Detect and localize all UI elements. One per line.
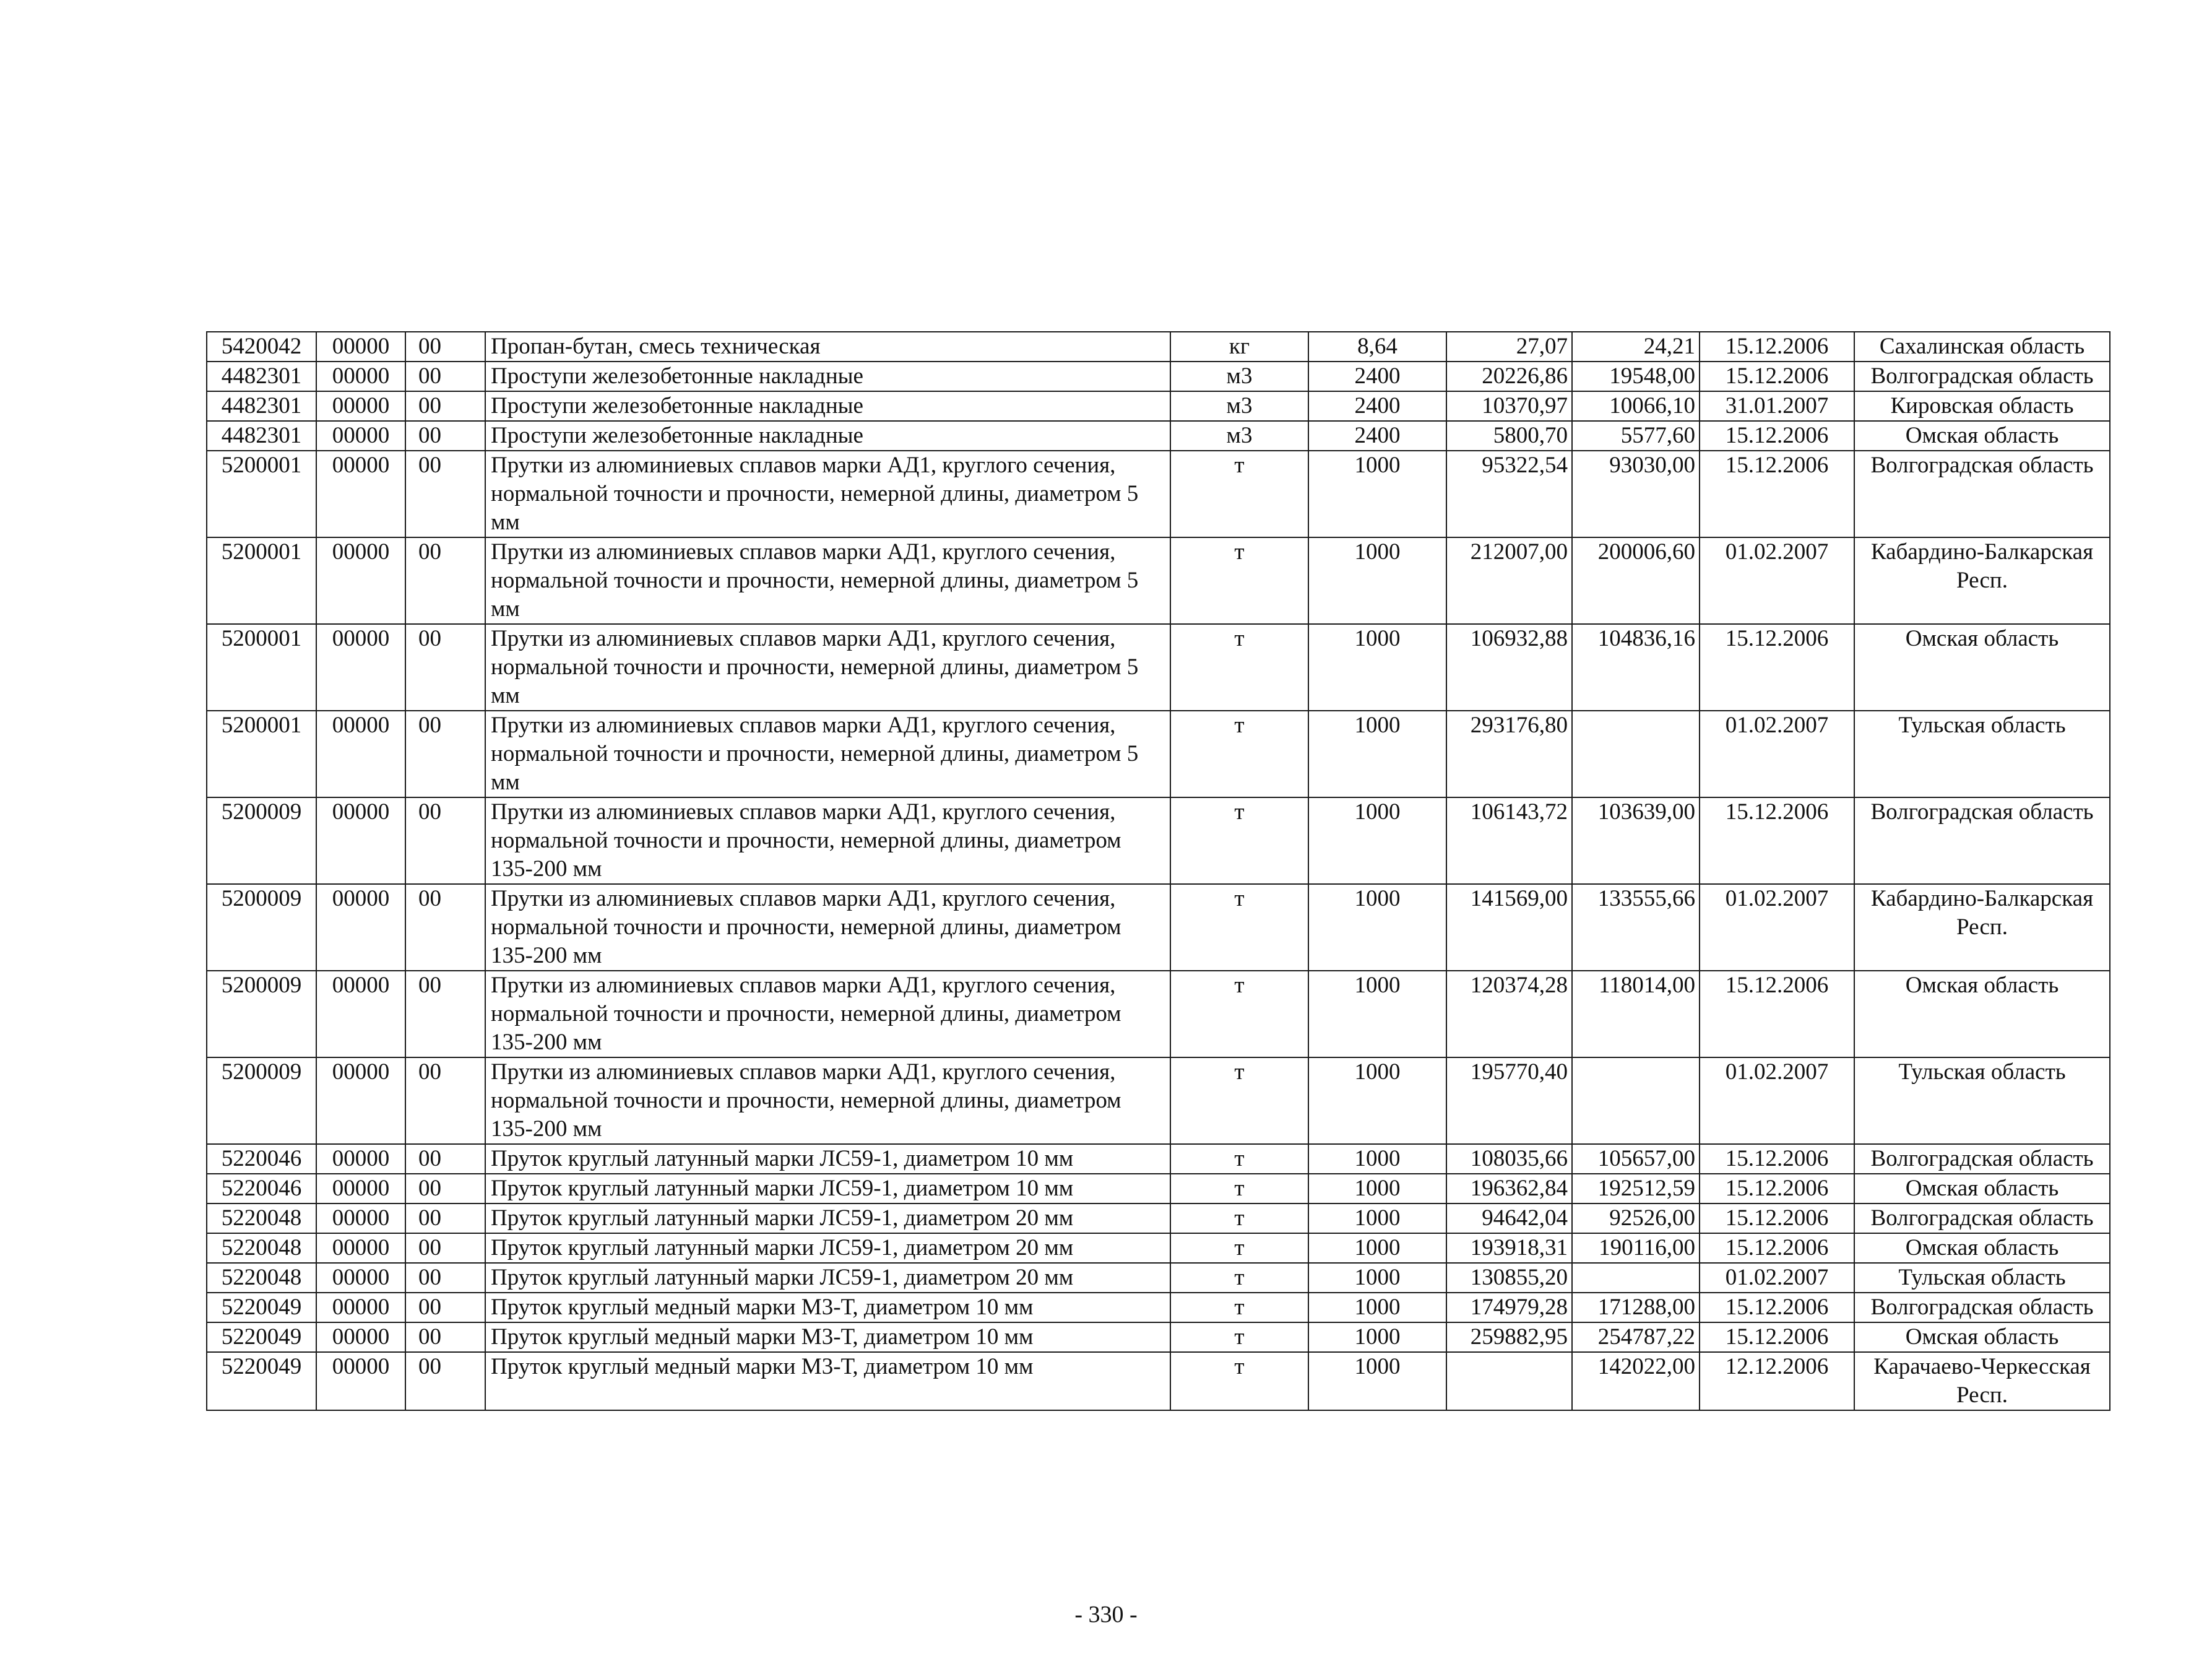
unit-cell: т (1170, 1352, 1308, 1410)
product-code-cell: 5200009 (207, 797, 316, 884)
date-cell: 15.12.2006 (1700, 1293, 1854, 1322)
variant-cell: 00 (405, 971, 485, 1057)
product-name-cell: Прутки из алюминиевых сплавов марки АД1, круглого сечения, нормальной точности и прочности, немерной длины, диаметром 5 мм (485, 711, 1170, 797)
unit-cell: т (1170, 624, 1308, 711)
price-with-vat-cell: 108035,66 (1446, 1144, 1572, 1174)
date-cell: 01.02.2007 (1700, 884, 1854, 971)
sub-code-cell: 00000 (316, 537, 405, 624)
variant-cell: 00 (405, 1174, 485, 1203)
unit-cell: т (1170, 1263, 1308, 1293)
unit-cell: м3 (1170, 391, 1308, 421)
variant-cell: 00 (405, 797, 485, 884)
region-cell: Омская область (1854, 421, 2110, 451)
price-without-vat-cell: 24,21 (1572, 332, 1700, 362)
date-cell: 15.12.2006 (1700, 332, 1854, 362)
variant-cell: 00 (405, 1263, 485, 1293)
product-name-cell: Пруток круглый медный марки М3-Т, диаметром 10 мм (485, 1322, 1170, 1352)
price-with-vat-cell (1446, 1352, 1572, 1410)
price-with-vat-cell: 130855,20 (1446, 1263, 1572, 1293)
variant-cell: 00 (405, 1233, 485, 1263)
product-name-cell: Пруток круглый медный марки М3-Т, диаметром 10 мм (485, 1352, 1170, 1410)
unit-cell: т (1170, 1203, 1308, 1233)
table-row (207, 451, 2110, 537)
price-with-vat-cell: 293176,80 (1446, 711, 1572, 797)
region-cell: Волгоградская область (1854, 1203, 2110, 1233)
price-with-vat-cell: 95322,54 (1446, 451, 1572, 537)
table-row (207, 421, 2110, 451)
date-cell: 15.12.2006 (1700, 362, 1854, 391)
product-code-cell: 5220049 (207, 1293, 316, 1322)
variant-cell: 00 (405, 421, 485, 451)
product-code-cell: 5200001 (207, 537, 316, 624)
unit-cell: т (1170, 451, 1308, 537)
region-cell: Волгоградская область (1854, 1293, 2110, 1322)
sub-code-cell: 00000 (316, 1233, 405, 1263)
price-without-vat-cell: 254787,22 (1572, 1322, 1700, 1352)
sub-code-cell: 00000 (316, 1144, 405, 1174)
product-name-cell: Прутки из алюминиевых сплавов марки АД1, круглого сечения, нормальной точности и прочности, немерной длины, диаметром 5 мм (485, 624, 1170, 711)
product-code-cell: 4482301 (207, 391, 316, 421)
product-name-cell: Пруток круглый латунный марки ЛС59-1, диаметром 20 мм (485, 1263, 1170, 1293)
price-without-vat-cell: 118014,00 (1572, 971, 1700, 1057)
region-cell: Омская область (1854, 1174, 2110, 1203)
unit-cell: м3 (1170, 421, 1308, 451)
table-row (207, 1174, 2110, 1203)
quantity-cell: 1000 (1308, 1057, 1446, 1144)
product-name-cell: Пруток круглый латунный марки ЛС59-1, диаметром 10 мм (485, 1174, 1170, 1203)
quantity-cell: 1000 (1308, 451, 1446, 537)
sub-code-cell: 00000 (316, 451, 405, 537)
date-cell: 15.12.2006 (1700, 421, 1854, 451)
date-cell: 01.02.2007 (1700, 711, 1854, 797)
price-without-vat-cell (1572, 1057, 1700, 1144)
region-cell: Волгоградская область (1854, 451, 2110, 537)
price-with-vat-cell: 259882,95 (1446, 1322, 1572, 1352)
product-code-cell: 5200009 (207, 1057, 316, 1144)
date-cell: 15.12.2006 (1700, 1322, 1854, 1352)
table-row (207, 1352, 2110, 1410)
sub-code-cell: 00000 (316, 391, 405, 421)
date-cell: 31.01.2007 (1700, 391, 1854, 421)
region-cell: Омская область (1854, 624, 2110, 711)
quantity-cell: 1000 (1308, 1233, 1446, 1263)
unit-cell: т (1170, 1144, 1308, 1174)
region-cell: Омская область (1854, 1322, 2110, 1352)
region-cell: Волгоградская область (1854, 362, 2110, 391)
quantity-cell: 1000 (1308, 1293, 1446, 1322)
region-cell: Сахалинская область (1854, 332, 2110, 362)
date-cell: 15.12.2006 (1700, 971, 1854, 1057)
price-table (206, 331, 2110, 1411)
product-name-cell: Пруток круглый медный марки М3-Т, диаметром 10 мм (485, 1293, 1170, 1322)
product-name-cell: Проступи железобетонные накладные (485, 421, 1170, 451)
unit-cell: т (1170, 1174, 1308, 1203)
product-code-cell: 5220048 (207, 1203, 316, 1233)
quantity-cell: 2400 (1308, 421, 1446, 451)
region-cell: Тульская область (1854, 1263, 2110, 1293)
price-without-vat-cell: 103639,00 (1572, 797, 1700, 884)
sub-code-cell: 00000 (316, 971, 405, 1057)
variant-cell: 00 (405, 884, 485, 971)
quantity-cell: 1000 (1308, 1322, 1446, 1352)
unit-cell: т (1170, 1233, 1308, 1263)
product-name-cell: Пропан-бутан, смесь техническая (485, 332, 1170, 362)
price-with-vat-cell: 196362,84 (1446, 1174, 1572, 1203)
quantity-cell: 1000 (1308, 1263, 1446, 1293)
product-code-cell: 5200001 (207, 624, 316, 711)
date-cell: 12.12.2006 (1700, 1352, 1854, 1410)
region-cell: Карачаево-Черкесская Респ. (1854, 1352, 2110, 1410)
product-code-cell: 5220049 (207, 1352, 316, 1410)
price-with-vat-cell: 94642,04 (1446, 1203, 1572, 1233)
date-cell: 15.12.2006 (1700, 451, 1854, 537)
variant-cell: 00 (405, 391, 485, 421)
unit-cell: кг (1170, 332, 1308, 362)
price-without-vat-cell: 190116,00 (1572, 1233, 1700, 1263)
date-cell: 15.12.2006 (1700, 1203, 1854, 1233)
unit-cell: т (1170, 1057, 1308, 1144)
table-row (207, 884, 2110, 971)
unit-cell: т (1170, 1293, 1308, 1322)
region-cell: Кировская область (1854, 391, 2110, 421)
sub-code-cell: 00000 (316, 1293, 405, 1322)
table-row (207, 1233, 2110, 1263)
variant-cell: 00 (405, 1203, 485, 1233)
product-code-cell: 5200001 (207, 711, 316, 797)
product-code-cell: 5200001 (207, 451, 316, 537)
unit-cell: т (1170, 711, 1308, 797)
price-without-vat-cell: 192512,59 (1572, 1174, 1700, 1203)
product-code-cell: 4482301 (207, 421, 316, 451)
product-name-cell: Прутки из алюминиевых сплавов марки АД1, круглого сечения, нормальной точности и прочности, немерной длины, диаметром 135-200 мм (485, 884, 1170, 971)
product-name-cell: Прутки из алюминиевых сплавов марки АД1, круглого сечения, нормальной точности и прочности, немерной длины, диаметром 135-200 мм (485, 971, 1170, 1057)
table-row (207, 362, 2110, 391)
quantity-cell: 1000 (1308, 971, 1446, 1057)
date-cell: 01.02.2007 (1700, 1263, 1854, 1293)
product-name-cell: Прутки из алюминиевых сплавов марки АД1, круглого сечения, нормальной точности и прочности, немерной длины, диаметром 5 мм (485, 537, 1170, 624)
variant-cell: 00 (405, 362, 485, 391)
price-with-vat-cell: 10370,97 (1446, 391, 1572, 421)
quantity-cell: 2400 (1308, 391, 1446, 421)
variant-cell: 00 (405, 1352, 485, 1410)
product-code-cell: 5220049 (207, 1322, 316, 1352)
variant-cell: 00 (405, 711, 485, 797)
table-row (207, 1263, 2110, 1293)
date-cell: 01.02.2007 (1700, 1057, 1854, 1144)
region-cell: Омская область (1854, 971, 2110, 1057)
date-cell: 15.12.2006 (1700, 1144, 1854, 1174)
price-with-vat-cell: 174979,28 (1446, 1293, 1572, 1322)
variant-cell: 00 (405, 1144, 485, 1174)
table-row (207, 797, 2110, 884)
product-name-cell: Прутки из алюминиевых сплавов марки АД1, круглого сечения, нормальной точности и прочности, немерной длины, диаметром 135-200 мм (485, 797, 1170, 884)
unit-cell: м3 (1170, 362, 1308, 391)
product-name-cell: Прутки из алюминиевых сплавов марки АД1, круглого сечения, нормальной точности и прочности, немерной длины, диаметром 135-200 мм (485, 1057, 1170, 1144)
date-cell: 15.12.2006 (1700, 1174, 1854, 1203)
price-without-vat-cell (1572, 1263, 1700, 1293)
quantity-cell: 1000 (1308, 537, 1446, 624)
table-row (207, 332, 2110, 362)
table-row (207, 391, 2110, 421)
quantity-cell: 1000 (1308, 624, 1446, 711)
price-with-vat-cell: 195770,40 (1446, 1057, 1572, 1144)
price-with-vat-cell: 106143,72 (1446, 797, 1572, 884)
region-cell: Волгоградская область (1854, 1144, 2110, 1174)
product-code-cell: 5200009 (207, 884, 316, 971)
region-cell: Тульская область (1854, 1057, 2110, 1144)
region-cell: Кабардино-Балкарская Респ. (1854, 537, 2110, 624)
quantity-cell: 8,64 (1308, 332, 1446, 362)
unit-cell: т (1170, 797, 1308, 884)
variant-cell: 00 (405, 624, 485, 711)
date-cell: 15.12.2006 (1700, 1233, 1854, 1263)
price-without-vat-cell: 92526,00 (1572, 1203, 1700, 1233)
price-with-vat-cell: 212007,00 (1446, 537, 1572, 624)
table-row (207, 1203, 2110, 1233)
page-number: - 330 - (1074, 1602, 1138, 1628)
variant-cell: 00 (405, 1057, 485, 1144)
region-cell: Омская область (1854, 1233, 2110, 1263)
unit-cell: т (1170, 971, 1308, 1057)
quantity-cell: 1000 (1308, 884, 1446, 971)
price-with-vat-cell: 193918,31 (1446, 1233, 1572, 1263)
price-with-vat-cell: 106932,88 (1446, 624, 1572, 711)
price-without-vat-cell: 19548,00 (1572, 362, 1700, 391)
price-without-vat-cell (1572, 711, 1700, 797)
sub-code-cell: 00000 (316, 1057, 405, 1144)
product-name-cell: Пруток круглый латунный марки ЛС59-1, диаметром 20 мм (485, 1233, 1170, 1263)
sub-code-cell: 00000 (316, 362, 405, 391)
variant-cell: 00 (405, 332, 485, 362)
price-with-vat-cell: 20226,86 (1446, 362, 1572, 391)
product-name-cell: Прутки из алюминиевых сплавов марки АД1, круглого сечения, нормальной точности и прочности, немерной длины, диаметром 5 мм (485, 451, 1170, 537)
product-code-cell: 5220048 (207, 1263, 316, 1293)
region-cell: Кабардино-Балкарская Респ. (1854, 884, 2110, 971)
sub-code-cell: 00000 (316, 1322, 405, 1352)
variant-cell: 00 (405, 1322, 485, 1352)
price-without-vat-cell: 10066,10 (1572, 391, 1700, 421)
product-name-cell: Пруток круглый латунный марки ЛС59-1, диаметром 10 мм (485, 1144, 1170, 1174)
table-row (207, 971, 2110, 1057)
table-row (207, 1144, 2110, 1174)
sub-code-cell: 00000 (316, 711, 405, 797)
quantity-cell: 1000 (1308, 1352, 1446, 1410)
product-name-cell: Проступи железобетонные накладные (485, 362, 1170, 391)
price-with-vat-cell: 27,07 (1446, 332, 1572, 362)
variant-cell: 00 (405, 1293, 485, 1322)
product-name-cell: Проступи железобетонные накладные (485, 391, 1170, 421)
unit-cell: т (1170, 884, 1308, 971)
price-with-vat-cell: 141569,00 (1446, 884, 1572, 971)
price-without-vat-cell: 171288,00 (1572, 1293, 1700, 1322)
region-cell: Волгоградская область (1854, 797, 2110, 884)
product-code-cell: 5220048 (207, 1233, 316, 1263)
date-cell: 15.12.2006 (1700, 624, 1854, 711)
sub-code-cell: 00000 (316, 1203, 405, 1233)
product-code-cell: 4482301 (207, 362, 316, 391)
date-cell: 15.12.2006 (1700, 797, 1854, 884)
price-with-vat-cell: 5800,70 (1446, 421, 1572, 451)
region-cell: Тульская область (1854, 711, 2110, 797)
variant-cell: 00 (405, 451, 485, 537)
sub-code-cell: 00000 (316, 421, 405, 451)
product-code-cell: 5220046 (207, 1144, 316, 1174)
price-without-vat-cell: 104836,16 (1572, 624, 1700, 711)
quantity-cell: 1000 (1308, 711, 1446, 797)
price-without-vat-cell: 200006,60 (1572, 537, 1700, 624)
price-without-vat-cell: 5577,60 (1572, 421, 1700, 451)
price-without-vat-cell: 133555,66 (1572, 884, 1700, 971)
date-cell: 01.02.2007 (1700, 537, 1854, 624)
sub-code-cell: 00000 (316, 797, 405, 884)
price-without-vat-cell: 93030,00 (1572, 451, 1700, 537)
quantity-cell: 1000 (1308, 1144, 1446, 1174)
price-without-vat-cell: 105657,00 (1572, 1144, 1700, 1174)
product-name-cell: Пруток круглый латунный марки ЛС59-1, диаметром 20 мм (485, 1203, 1170, 1233)
table-row (207, 537, 2110, 624)
unit-cell: т (1170, 1322, 1308, 1352)
table-row (207, 711, 2110, 797)
quantity-cell: 1000 (1308, 1174, 1446, 1203)
table-row (207, 1322, 2110, 1352)
price-with-vat-cell: 120374,28 (1446, 971, 1572, 1057)
variant-cell: 00 (405, 537, 485, 624)
sub-code-cell: 00000 (316, 884, 405, 971)
table-body (207, 332, 2110, 1410)
unit-cell: т (1170, 537, 1308, 624)
product-code-cell: 5420042 (207, 332, 316, 362)
price-without-vat-cell: 142022,00 (1572, 1352, 1700, 1410)
sub-code-cell: 00000 (316, 1174, 405, 1203)
quantity-cell: 1000 (1308, 797, 1446, 884)
table-row (207, 624, 2110, 711)
product-code-cell: 5200009 (207, 971, 316, 1057)
quantity-cell: 1000 (1308, 1203, 1446, 1233)
sub-code-cell: 00000 (316, 1352, 405, 1410)
sub-code-cell: 00000 (316, 624, 405, 711)
sub-code-cell: 00000 (316, 332, 405, 362)
table-row (207, 1057, 2110, 1144)
product-code-cell: 5220046 (207, 1174, 316, 1203)
sub-code-cell: 00000 (316, 1263, 405, 1293)
table-row (207, 1293, 2110, 1322)
quantity-cell: 2400 (1308, 362, 1446, 391)
